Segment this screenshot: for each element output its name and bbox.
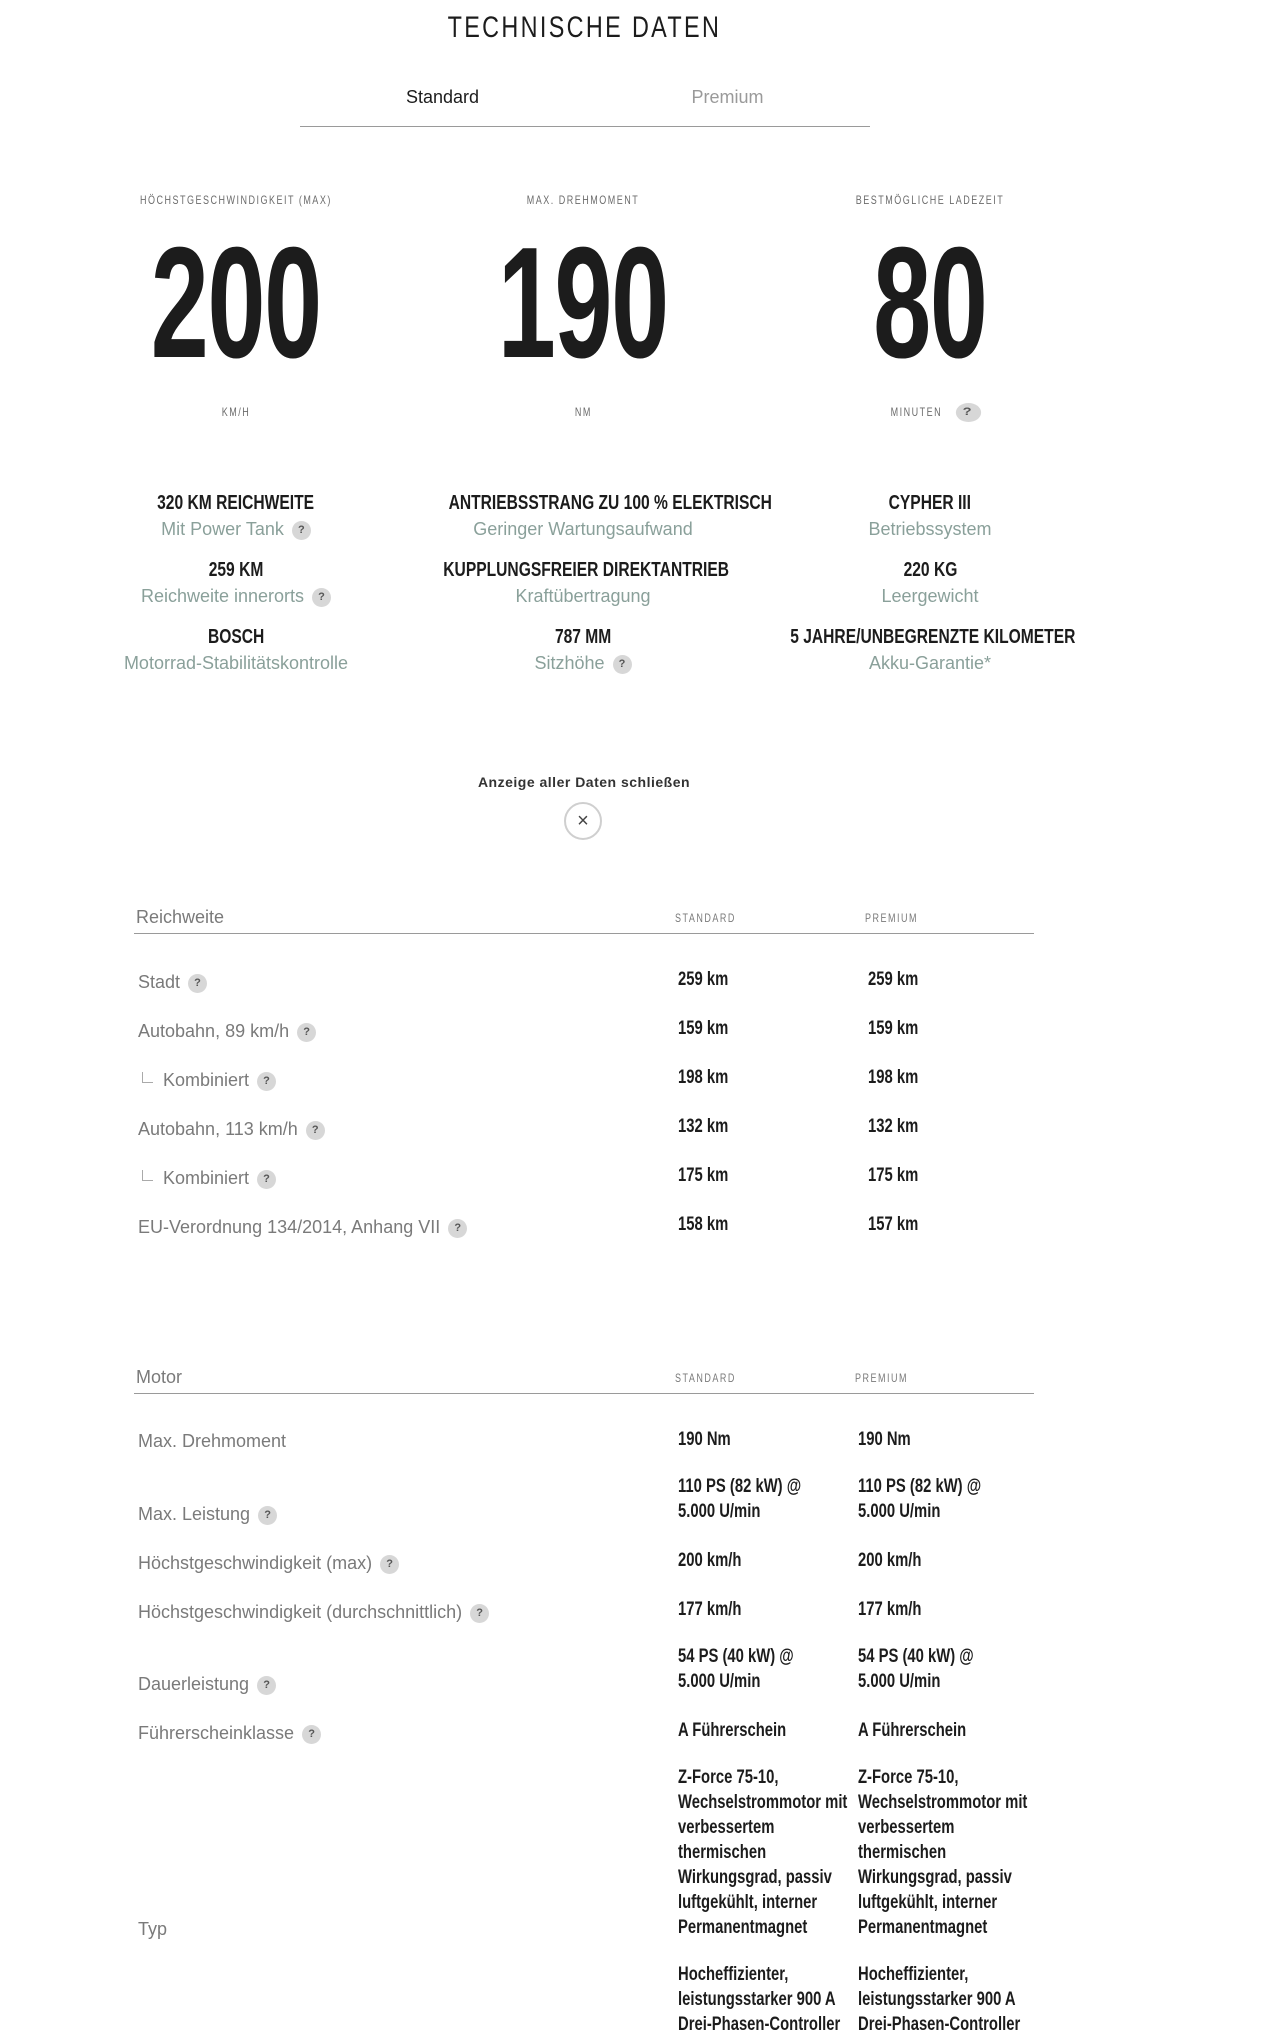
- help-icon[interactable]: ?: [257, 1170, 276, 1189]
- feature-title: KUPPLUNGSFREIER DIREKTANTRIEB: [443, 559, 730, 581]
- feature-title: 787 MM: [554, 626, 612, 648]
- table-cell-standard: 158 km: [678, 1214, 729, 1235]
- help-icon[interactable]: ?: [470, 1604, 489, 1623]
- help-icon[interactable]: ?: [188, 974, 207, 993]
- sub-row-indicator: [142, 1170, 153, 1181]
- table-row-label: Typ: [138, 1919, 168, 1939]
- table-row-label: Autobahn, 89 km/h ?: [138, 1019, 316, 1043]
- help-icon[interactable]: ?: [297, 1023, 316, 1042]
- column-header-premium: PREMIUM: [865, 911, 919, 925]
- column-header-standard: STANDARD: [675, 1371, 736, 1385]
- table-cell-premium: A Führerschein: [858, 1720, 967, 1741]
- feature-weight: [750, 557, 1110, 609]
- column-header-standard: STANDARD: [675, 911, 736, 925]
- table-cell-standard: Z-Force 75-10, Wechselstrommotor mit verbessertem thermischen Wirkungsgrad, passiv luftgekühlt, interner Permanentmagnet: [678, 1767, 848, 1938]
- table-cell-standard: 200 km/h: [678, 1550, 742, 1571]
- feature-subtitle: Sitzhöhe ?: [403, 650, 763, 676]
- feature-range: [56, 490, 416, 542]
- page-title: TECHNISCHE DATEN: [447, 11, 721, 44]
- table-cell-standard: Hocheffizienter, leistungsstarker 900 A Drei-Phasen-Controller: [678, 1964, 841, 2035]
- stat-unit: NM: [574, 405, 592, 419]
- table-row-label: Max. Leistung ?: [138, 1502, 277, 1526]
- table-cell-standard: 110 PS (82 kW) @ 5.000 U/min: [678, 1476, 802, 1522]
- feature-city-range: [56, 557, 416, 609]
- table-cell-premium: 200 km/h: [858, 1550, 922, 1571]
- feature-title: ANTRIEBSSTRANG ZU 100 % ELEKTRISCH: [448, 492, 772, 514]
- stat-torque: [443, 190, 723, 422]
- feature-subtitle: Motorrad-Stabilitätskontrolle: [123, 653, 349, 673]
- feature-title: 5 JAHRE/UNBEGRENZTE KILOMETER: [790, 626, 1076, 648]
- table-row-label: Höchstgeschwindigkeit (durchschnittlich) ?: [138, 1600, 489, 1624]
- table-cell-standard: 198 km: [678, 1067, 729, 1088]
- feature-os: [750, 490, 1110, 542]
- help-icon[interactable]: ?: [257, 1072, 276, 1091]
- table-cell-standard: 190 Nm: [678, 1429, 731, 1450]
- help-icon[interactable]: ?: [312, 588, 331, 607]
- stat-label: HÖCHSTGESCHWINDIGKEIT (MAX): [140, 193, 332, 207]
- feature-subtitle: Reichweite innerorts ?: [56, 583, 416, 609]
- table-title: Motor: [136, 1367, 183, 1387]
- feature-electric: [403, 490, 772, 542]
- table-cell-standard: 159 km: [678, 1018, 729, 1039]
- table-cell-premium: 110 PS (82 kW) @ 5.000 U/min: [858, 1476, 982, 1522]
- feature-seat-height: [403, 624, 763, 676]
- help-icon[interactable]: ?: [306, 1121, 325, 1140]
- help-icon[interactable]: ?: [956, 403, 981, 422]
- motor-table-header: [134, 1363, 1034, 1394]
- feature-subtitle: Mit Power Tank ?: [56, 516, 416, 542]
- table-cell-premium: Hocheffizienter, leistungsstarker 900 A Drei-Phasen-Controller: [858, 1964, 1021, 2035]
- close-icon[interactable]: ×: [564, 802, 602, 840]
- table-row-label: Höchstgeschwindigkeit (max) ?: [138, 1551, 399, 1575]
- help-icon[interactable]: ?: [257, 1676, 276, 1695]
- feature-warranty: [750, 624, 1110, 676]
- table-cell-premium: 259 km: [868, 969, 919, 990]
- table-cell-standard: 132 km: [678, 1116, 729, 1137]
- tab-premium[interactable]: Premium: [691, 87, 764, 107]
- help-icon[interactable]: ?: [258, 1506, 277, 1525]
- table-cell-premium: 132 km: [868, 1116, 919, 1137]
- feature-subtitle: Betriebssystem: [868, 519, 992, 539]
- stat-value: 80: [873, 215, 987, 391]
- feature-subtitle: Akku-Garantie*: [868, 653, 992, 673]
- table-cell-standard: 259 km: [678, 969, 729, 990]
- column-header-premium: PREMIUM: [855, 1371, 909, 1385]
- stat-label: MAX. DREHMOMENT: [526, 193, 640, 207]
- help-icon[interactable]: ?: [613, 655, 632, 674]
- feature-subtitle: Leergewicht: [881, 586, 979, 606]
- table-title: Reichweite: [136, 907, 225, 927]
- table-row-label: Max. Drehmoment: [138, 1431, 287, 1451]
- table-cell-premium: 175 km: [868, 1165, 919, 1186]
- stat-label: BESTMÖGLICHE LADEZEIT: [855, 193, 1005, 207]
- stat-value: 190: [497, 215, 669, 391]
- feature-subtitle: Geringer Wartungsaufwand: [473, 519, 693, 539]
- table-row-label: Autobahn, 113 km/h ?: [138, 1117, 325, 1141]
- help-icon[interactable]: ?: [292, 521, 311, 540]
- feature-title: 259 KM: [208, 559, 264, 581]
- help-icon[interactable]: ?: [302, 1725, 321, 1744]
- feature-title: 320 KM REICHWEITE: [157, 492, 315, 514]
- feature-stability: [56, 624, 416, 676]
- feature-direct-drive: [403, 557, 763, 609]
- table-cell-standard: 177 km/h: [678, 1599, 742, 1620]
- table-cell-premium: 54 PS (40 kW) @ 5.000 U/min: [858, 1646, 974, 1692]
- table-cell-premium: 159 km: [868, 1018, 919, 1039]
- range-table-header: [134, 903, 1034, 934]
- feature-title: CYPHER III: [888, 492, 972, 514]
- table-cell-premium: 190 Nm: [858, 1429, 911, 1450]
- sub-row-indicator: [142, 1072, 153, 1083]
- stat-unit: MINUTEN ?: [790, 402, 1070, 422]
- stat-unit: KM/H: [221, 405, 251, 419]
- feature-title: 220 KG: [903, 559, 957, 581]
- table-cell-premium: Z-Force 75-10, Wechselstrommotor mit verbessertem thermischen Wirkungsgrad, passiv luftgekühlt, interner Permanentmagnet: [858, 1767, 1028, 1938]
- close-all-data-label: Anzeige aller Daten schließen: [477, 774, 691, 790]
- table-row-label: Kombiniert ?: [138, 1166, 276, 1190]
- table-cell-premium: 198 km: [868, 1067, 919, 1088]
- feature-title: BOSCH: [207, 626, 265, 648]
- table-row-label: Kombiniert ?: [138, 1068, 276, 1092]
- help-icon[interactable]: ?: [448, 1219, 467, 1238]
- table-row-label: Führerscheinklasse ?: [138, 1721, 321, 1745]
- table-cell-standard: 175 km: [678, 1165, 729, 1186]
- feature-subtitle: Kraftübertragung: [515, 586, 651, 606]
- table-cell-premium: 177 km/h: [858, 1599, 922, 1620]
- stat-top-speed: [96, 190, 376, 422]
- table-row-label: Stadt ?: [138, 970, 207, 994]
- variant-tabs: [300, 82, 870, 127]
- tab-standard[interactable]: Standard: [405, 87, 480, 107]
- help-icon[interactable]: ?: [380, 1555, 399, 1574]
- stat-charge-time: [790, 190, 1070, 422]
- table-row-label: Dauerleistung ?: [138, 1672, 276, 1696]
- table-cell-premium: 157 km: [868, 1214, 919, 1235]
- stat-value: 200: [150, 215, 322, 391]
- table-cell-standard: 54 PS (40 kW) @ 5.000 U/min: [678, 1646, 794, 1692]
- table-cell-standard: A Führerschein: [678, 1720, 787, 1741]
- table-row-label: EU-Verordnung 134/2014, Anhang VII ?: [138, 1215, 467, 1239]
